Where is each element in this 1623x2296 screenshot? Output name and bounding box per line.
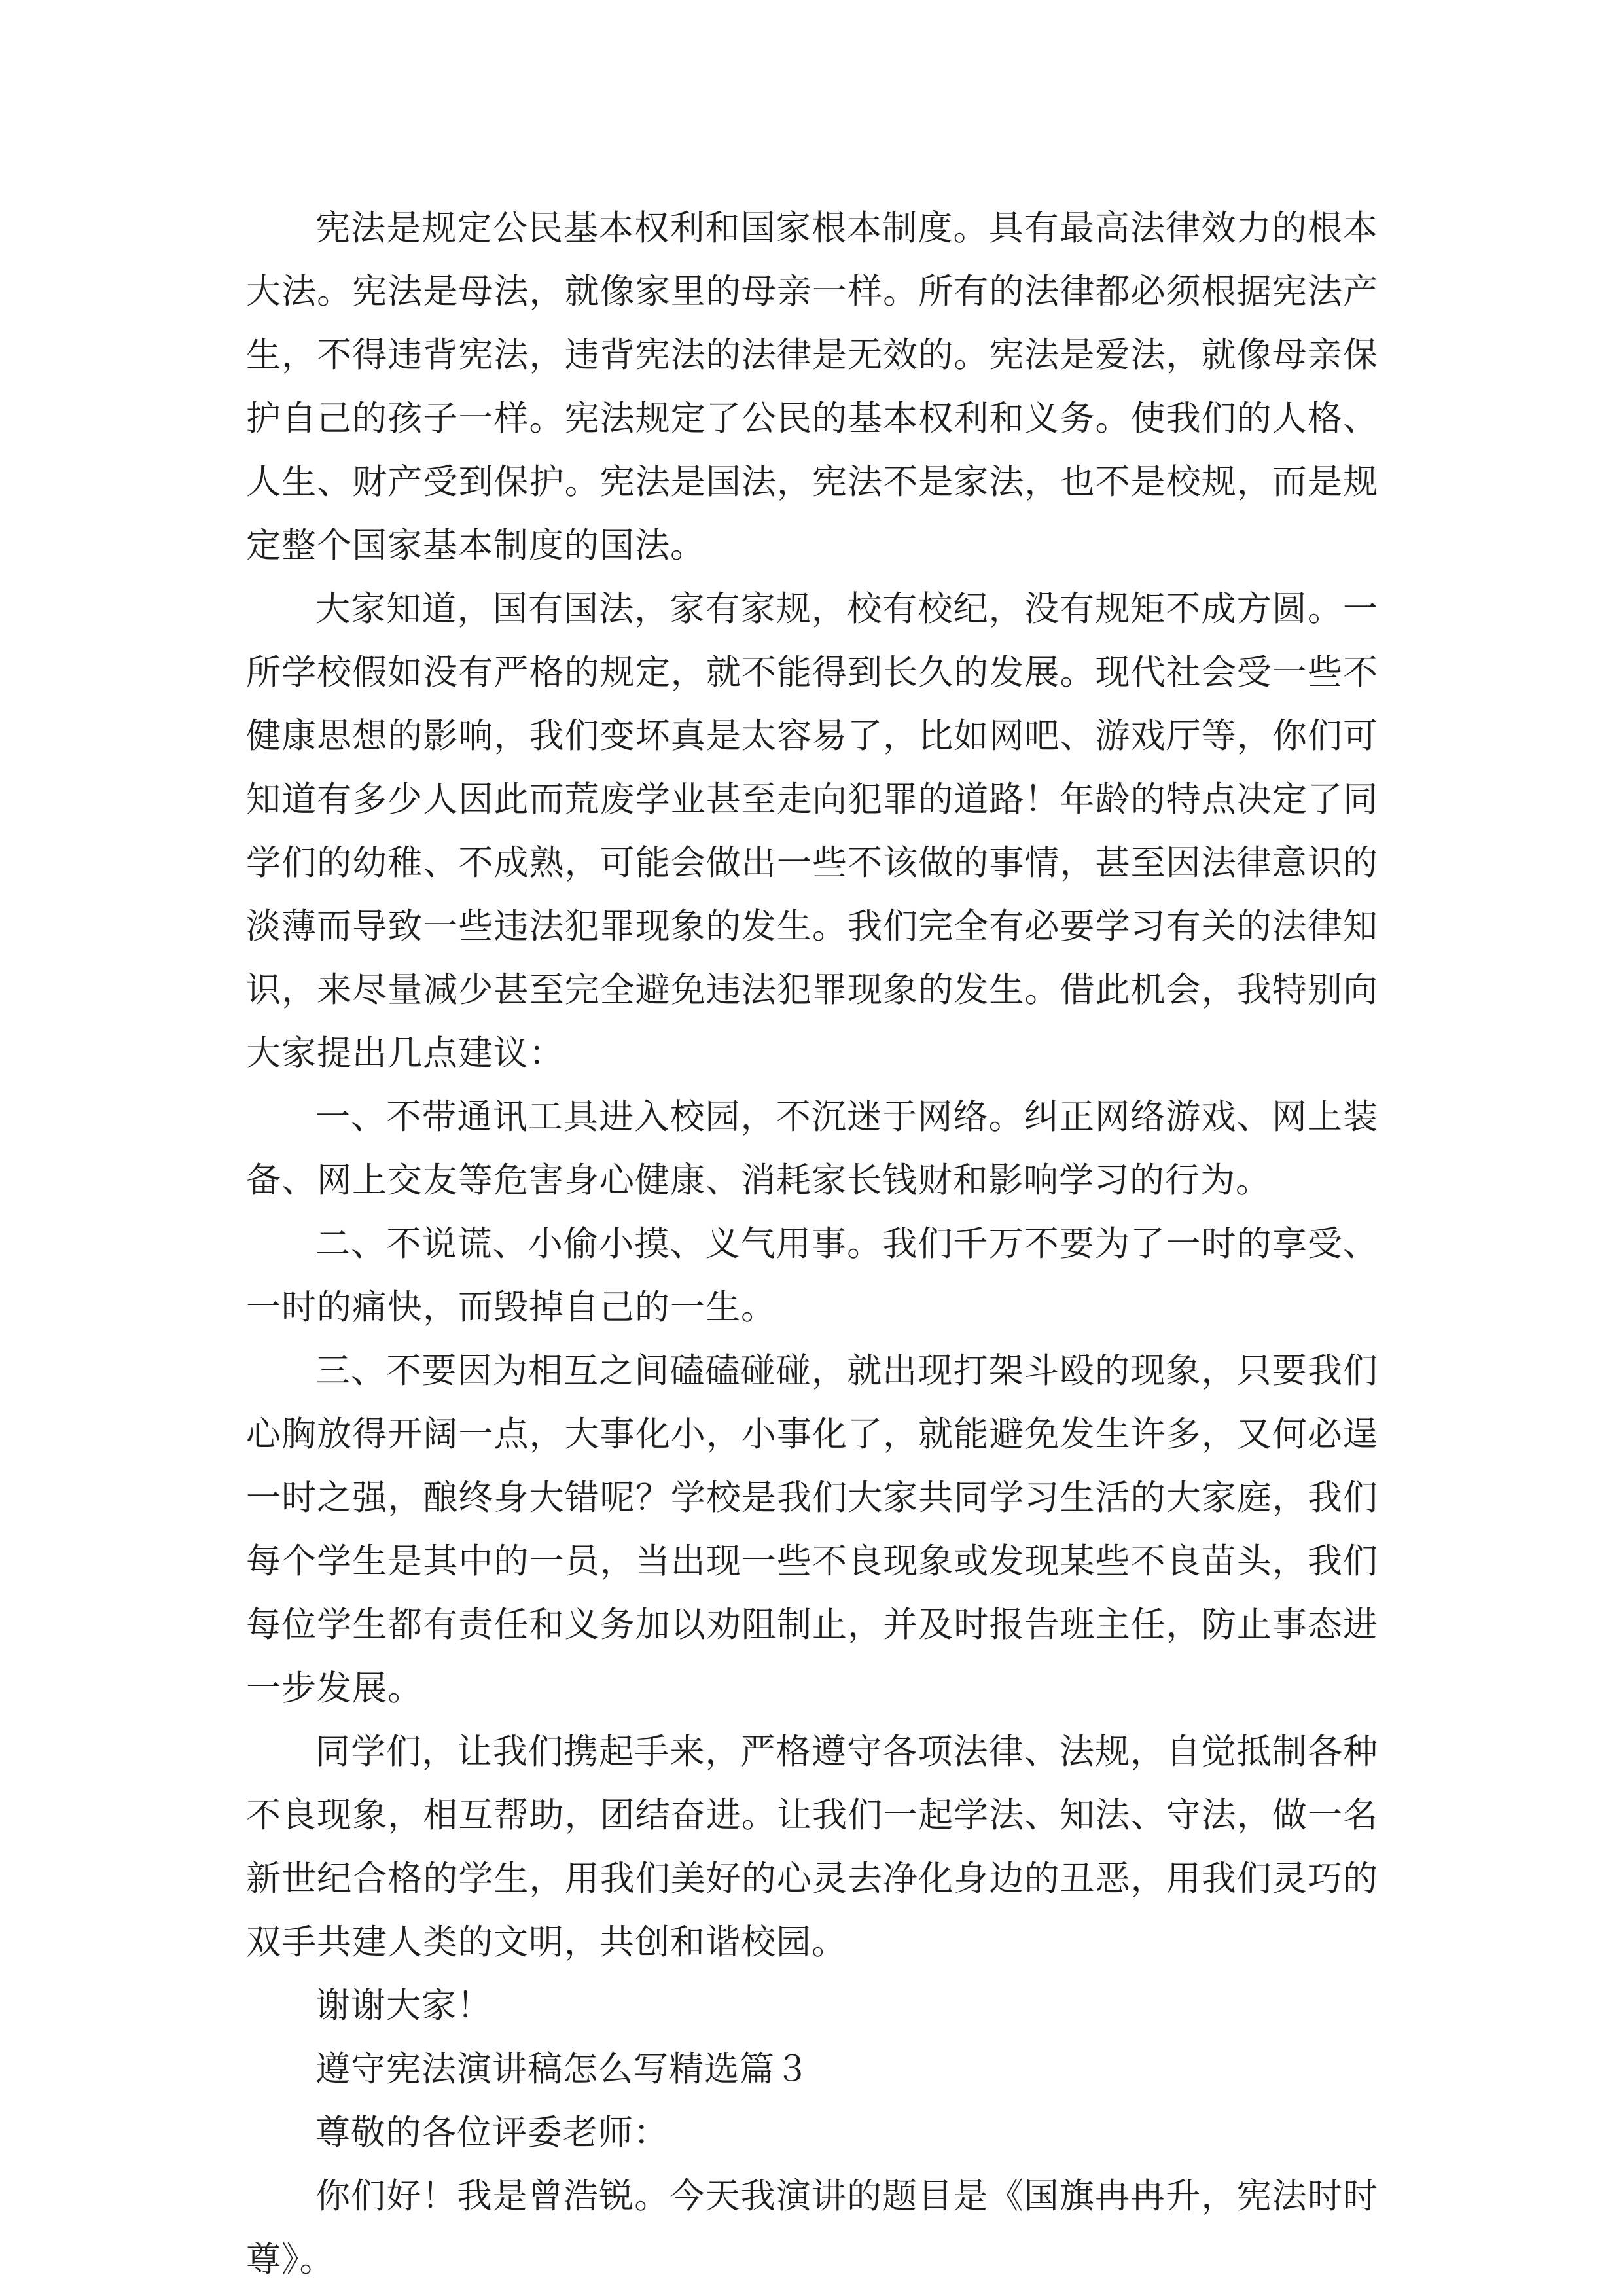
paragraph-suggestion-3: 三、不要因为相互之间磕磕碰碰，就出现打架斗殴的现象，只要我们心胸放得开阔一点，大事化小，小事化了，就能避免发生许多，又何必逞一时之强，酿终身大错呢？学校是我们大家共同学习生活的大家庭，我们每个学生是其中的一员，当出现一些不良现象或发现某些不良苗头，我们每位学生都有责任和义务加以劝阻制止，并及时报告班主任，防止事态进一步发展。 [246, 1351, 1378, 1708]
paragraph-call-to-action: 同学们，让我们携起手来，严格遵守各项法律、法规，自觉抵制各种不良现象，相互帮助，团结奋进。让我们一起学法、知法、守法，做一名新世纪合格的学生，用我们美好的心灵去净化身边的丑恶，用我们灵巧的双手共建人类的文明，共创和谐校园。 [246, 1732, 1378, 1962]
paragraph-suggestion-2: 二、不说谎、小偷小摸、义气用事。我们千万不要为了一时的享受、一时的痛快，而毁掉自己的一生。 [246, 1224, 1378, 1327]
paragraph-introduction: 你们好！我是曾浩锐。今天我演讲的题目是《国旗冉冉升，宪法时时尊》。 [246, 2176, 1378, 2280]
paragraph-suggestion-1: 一、不带通讯工具进入校园，不沉迷于网络。纠正网络游戏、网上装备、网上交友等危害身心健康、消耗家长钱财和影响学习的行为。 [246, 1097, 1378, 1200]
section-heading: 遵守宪法演讲稿怎么写精选篇３ [315, 2049, 810, 2089]
paragraph-thanks: 谢谢大家！ [315, 1986, 492, 2026]
document-body [246, 196, 1378, 2291]
paragraph-constitution-definition: 宪法是规定公民基本权利和国家根本制度。具有最高法律效力的根本大法。宪法是母法，就像家里的母亲一样。所有的法律都必须根据宪法产生，不得违背宪法，违背宪法的法律是无效的。宪法是爱法，就像母亲保护自己的孩子一样。宪法规定了公民的基本权利和义务。使我们的人格、人生、财产受到保护。宪法是国法，宪法不是家法，也不是校规，而是规定整个国家基本制度的国法。 [246, 208, 1378, 565]
paragraph-rules-and-law: 大家知道，国有国法，家有家规，校有校纪，没有规矩不成方圆。一所学校假如没有严格的规定，就不能得到长久的发展。现代社会受一些不健康思想的影响，我们变坏真是太容易了，比如网吧、游戏厅等，你们可知道有多少人因此而荒废学业甚至走向犯罪的道路！年龄的特点决定了同学们的幼稚、不成熟，可能会做出一些不该做的事情，甚至因法律意识的淡薄而导致一些违法犯罪现象的发生。我们完全有必要学习有关的法律知识，来尽量减少甚至完全避免违法犯罪现象的发生。借此机会，我特别向大家提出几点建议： [246, 589, 1378, 1073]
paragraph-salutation: 尊敬的各位评委老师： [315, 2113, 669, 2153]
